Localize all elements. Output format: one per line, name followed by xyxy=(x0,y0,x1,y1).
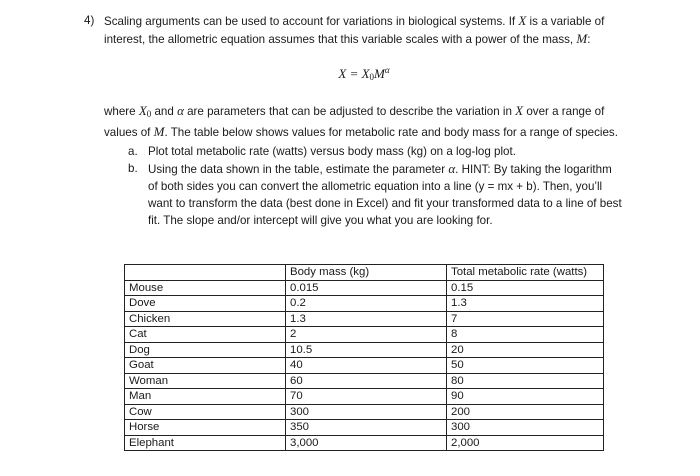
species-cell: Elephant xyxy=(125,435,286,451)
problem-4 xyxy=(84,12,624,229)
header-cell: Body mass (kg) xyxy=(286,265,447,281)
sub-questions xyxy=(128,143,624,229)
mass-cell: 350 xyxy=(286,420,447,436)
mass-cell: 10.5 xyxy=(286,342,447,358)
table-row xyxy=(125,342,604,358)
mass-cell: 60 xyxy=(286,373,447,389)
species-cell: Cow xyxy=(125,404,286,420)
mass-cell: 40 xyxy=(286,358,447,374)
species-cell: Mouse xyxy=(125,280,286,296)
mass-cell: 300 xyxy=(286,404,447,420)
rate-cell: 7 xyxy=(447,311,604,327)
rate-cell: 1.3 xyxy=(447,296,604,312)
species-cell: Horse xyxy=(125,420,286,436)
rate-cell: 2,000 xyxy=(447,435,604,451)
table-row xyxy=(125,420,604,436)
table-row xyxy=(125,311,604,327)
mass-cell: 70 xyxy=(286,389,447,405)
mass-cell: 0.2 xyxy=(286,296,447,312)
part-b: b. Using the data shown in the table, estimate the parameter α. HINT: By taking the logarithm of both sides you can convert the allometric equation into a line (y = mx + b). Then, you’ll want to transform the data (best done in Excel) and fit your transformed data to a line of best fit. The slope and/or intercept will give you what you are looking for. xyxy=(128,161,622,227)
species-cell: Goat xyxy=(125,358,286,374)
species-cell: Cat xyxy=(125,327,286,343)
rate-cell: 20 xyxy=(447,342,604,358)
where-paragraph: where $X_0$ and α are parameters that can be adjusted to describe the variation in X over a range of values of M. The table below shows values for metabolic rate and body mass for a range of species. xyxy=(104,103,618,139)
species-data-table xyxy=(124,264,604,451)
species-cell: Dog xyxy=(125,342,286,358)
header-cell: Total metabolic rate (watts) xyxy=(447,265,604,281)
rate-cell: 90 xyxy=(447,389,604,405)
question-number: 4) xyxy=(84,14,95,27)
header-cell xyxy=(125,265,286,281)
table-row xyxy=(125,404,604,420)
species-cell: Woman xyxy=(125,373,286,389)
mass-cell: 2 xyxy=(286,327,447,343)
mass-cell: 1.3 xyxy=(286,311,447,327)
part-a: a. Plot total metabolic rate (watts) versus body mass (kg) on a log-log plot. xyxy=(128,145,516,158)
rate-cell: 8 xyxy=(447,327,604,343)
species-cell: Chicken xyxy=(125,311,286,327)
mass-cell: 0.015 xyxy=(286,280,447,296)
table-header-row xyxy=(125,265,604,281)
rate-cell: 0.15 xyxy=(447,280,604,296)
table-row xyxy=(125,358,604,374)
rate-cell: 300 xyxy=(447,420,604,436)
table-row xyxy=(125,373,604,389)
species-cell: Dove xyxy=(125,296,286,312)
mass-cell: 3,000 xyxy=(286,435,447,451)
rate-cell: 200 xyxy=(447,404,604,420)
rate-cell: 80 xyxy=(447,373,604,389)
species-cell: Man xyxy=(125,389,286,405)
table-row xyxy=(125,280,604,296)
intro-paragraph: Scaling arguments can be used to account for variations in biological systems. If X is a variable of interest, the allometric equation assumes that this variable scales with a power of the mass, M: xyxy=(104,13,605,46)
table-row xyxy=(125,327,604,343)
allometric-equation: $X = X_0M^\alpha$ xyxy=(338,65,390,82)
table-row xyxy=(125,435,604,451)
table-row xyxy=(125,296,604,312)
table-row xyxy=(125,389,604,405)
rate-cell: 50 xyxy=(447,358,604,374)
